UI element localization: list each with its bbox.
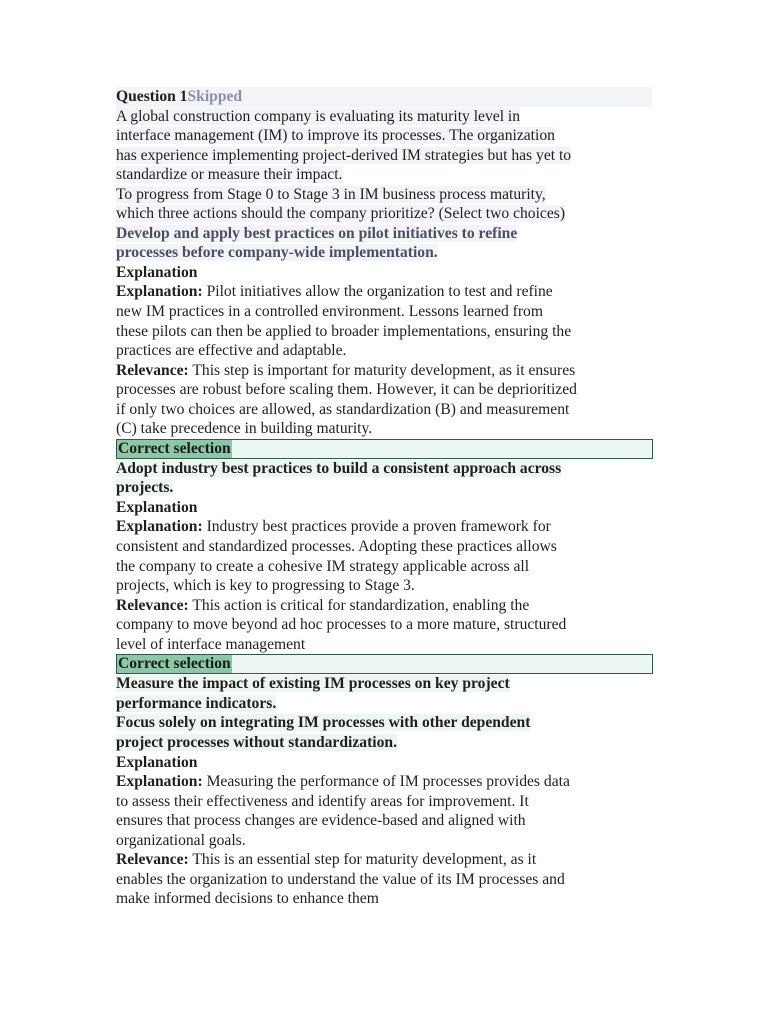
option-text-line: Adopt industry best practices to build a consistent approach across <box>116 459 562 477</box>
question-text-line: standardize or measure their impact. <box>116 166 343 184</box>
correct-selection-badge <box>116 654 653 674</box>
explanation-heading: Explanation <box>116 263 198 281</box>
explanation-b <box>116 498 652 654</box>
explanation-label: Explanation: <box>116 518 203 536</box>
explanation-text-line: projects, which is key to progressing to Stage 3. <box>116 577 415 595</box>
question-number: Question 1 <box>116 88 188 105</box>
answer-option-d[interactable] <box>116 713 652 752</box>
answer-option-b[interactable] <box>116 459 652 498</box>
answer-option-a[interactable] <box>116 224 652 263</box>
relevance-label: Relevance: <box>116 851 189 869</box>
explanation-text-line: Measuring the performance of IM processes provides data <box>202 773 570 791</box>
explanation-text-line: organizational goals. <box>116 831 246 849</box>
option-text-line: project processes without standardization. <box>116 733 397 751</box>
explanation-text-line: these pilots can then be applied to broader implementations, ensuring the <box>116 322 572 340</box>
relevance-text-line: This is an essential step for maturity development, as it <box>188 851 537 869</box>
option-text-line: Develop and apply best practices on pilot initiatives to refine <box>116 224 518 242</box>
option-text-line: projects. <box>116 479 174 497</box>
question-text-line: which three actions should the company prioritize? (Select two choices) <box>116 205 566 223</box>
explanation-d <box>116 753 652 909</box>
question-text-line: A global construction company is evaluating its maturity level in <box>116 107 521 125</box>
explanation-heading: Explanation <box>116 498 198 516</box>
relevance-text-line: company to move beyond ad hoc processes to a more mature, structured <box>116 616 567 634</box>
question-page <box>116 87 652 909</box>
explanation-label: Explanation: <box>116 773 203 791</box>
correct-selection-label: Correct selection <box>118 439 231 457</box>
explanation-label: Explanation: <box>116 283 203 301</box>
relevance-text-line: This action is critical for standardization, enabling the <box>188 596 530 614</box>
question-text-line: To progress from Stage 0 to Stage 3 in IM business process maturity, <box>116 185 546 203</box>
explanation-text-line: Pilot initiatives allow the organization to test and refine <box>202 283 553 301</box>
relevance-label: Relevance: <box>116 596 189 614</box>
explanation-text-line: consistent and standardized processes. Adopting these practices allows <box>116 538 557 556</box>
question-text-line: has experience implementing project-derived IM strategies but has yet to <box>116 146 572 164</box>
relevance-label: Relevance: <box>116 361 189 379</box>
relevance-text-line: enables the organization to understand the value of its IM processes and <box>116 870 565 888</box>
relevance-text-line: make informed decisions to enhance them <box>116 890 379 908</box>
explanation-text-line: ensures that process changes are evidence-based and aligned with <box>116 812 526 830</box>
explanation-text-line: Industry best practices provide a proven framework for <box>202 518 551 536</box>
option-text-line: Focus solely on integrating IM processes with other dependent <box>116 714 531 732</box>
relevance-text-line: if only two choices are allowed, as standardization (B) and measurement <box>116 400 570 418</box>
explanation-text-line: new IM practices in a controlled environment. Lessons learned from <box>116 303 543 321</box>
answer-option-c[interactable] <box>116 674 652 713</box>
option-text-line: performance indicators. <box>116 694 277 712</box>
explanation-heading: Explanation <box>116 753 198 771</box>
question-text-line: interface management (IM) to improve its processes. The organization <box>116 127 555 145</box>
explanation-text-line: practices are effective and adaptable. <box>116 342 347 360</box>
correct-selection-badge <box>116 439 653 459</box>
correct-selection-label: Correct selection <box>118 655 231 673</box>
explanation-text-line: the company to create a cohesive IM strategy applicable across all <box>116 557 530 575</box>
relevance-text-line: level of interface management <box>116 635 306 653</box>
relevance-text-line: (C) take precedence in building maturity. <box>116 420 373 438</box>
explanation-a <box>116 263 652 439</box>
question-text <box>116 107 652 224</box>
relevance-text-line: processes are robust before scaling them. However, it can be deprioritized <box>116 381 577 399</box>
option-text-line: processes before company-wide implementation. <box>116 244 438 262</box>
question-header <box>116 87 652 107</box>
option-text-line: Measure the impact of existing IM processes on key project <box>116 675 510 693</box>
explanation-text-line: to assess their effectiveness and identify areas for improvement. It <box>116 792 529 810</box>
question-status: Skipped <box>187 88 243 105</box>
relevance-text-line: This step is important for maturity development, as it ensures <box>188 361 576 379</box>
